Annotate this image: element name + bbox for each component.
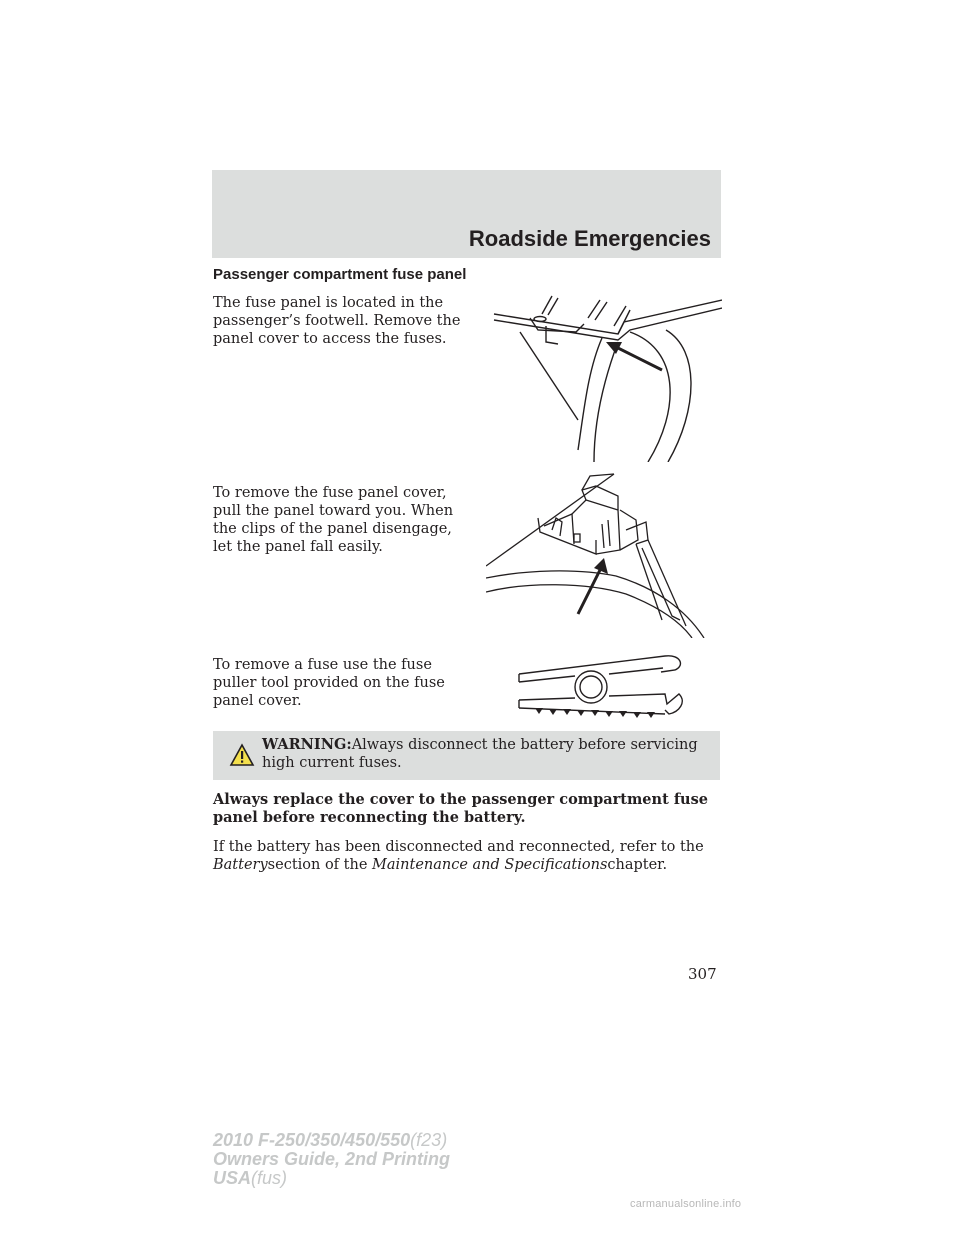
fuse-puller-tool-illustration: [515, 650, 690, 724]
battery-reference-paragraph: [213, 838, 723, 874]
replace-cover-note: Always replace the cover to the passenger compartment fuse panel before reconnecting the battery.: [213, 791, 708, 826]
footer-model: 2010 F-250/350/450/550: [213, 1130, 411, 1150]
chapter-title: Roadside Emergencies: [468, 226, 711, 251]
footer-model-code: (f23): [410, 1130, 448, 1150]
chapter-reference: Maintenance and Specifications: [372, 857, 608, 873]
reference-prefix: If the battery has been disconnected and reconnected, refer to the: [213, 839, 704, 855]
warning-box: [213, 731, 720, 780]
section-heading: Passenger compartment fuse panel: [213, 266, 467, 283]
chapter-header-band: [212, 170, 721, 258]
footer-market-code: (fus): [251, 1168, 288, 1188]
warning-message: Always disconnect the battery before servicing high current fuses.: [262, 737, 698, 771]
reference-middle: section of the: [267, 857, 368, 873]
watermark-domain: carmanualsonline.info: [630, 1198, 742, 1210]
warning-triangle-icon: [229, 743, 255, 767]
panel-cover-removal-illustration: [486, 470, 714, 638]
print-footer: [213, 1131, 450, 1188]
page-number: 307: [688, 965, 717, 983]
footer-market: USA: [213, 1168, 252, 1188]
footer-printing: Owners Guide, 2nd Printing: [213, 1149, 451, 1169]
footwell-fuse-panel-illustration: [490, 290, 722, 462]
paragraph-fuse-location: The fuse panel is located in the passenger’s footwell. Remove the panel cover to access the fuses.: [213, 295, 461, 347]
paragraph-remove-cover: To remove the fuse panel cover, pull the panel toward you. When the clips of the panel disengage, let the panel fall easily.: [213, 485, 454, 555]
paragraph-fuse-puller: To remove a fuse use the fuse puller tool provided on the fuse panel cover.: [213, 657, 445, 709]
battery-section-reference: Battery: [213, 857, 268, 873]
warning-label: WARNING:: [262, 736, 352, 753]
reference-suffix: chapter.: [607, 857, 668, 873]
warning-text: [262, 736, 712, 772]
